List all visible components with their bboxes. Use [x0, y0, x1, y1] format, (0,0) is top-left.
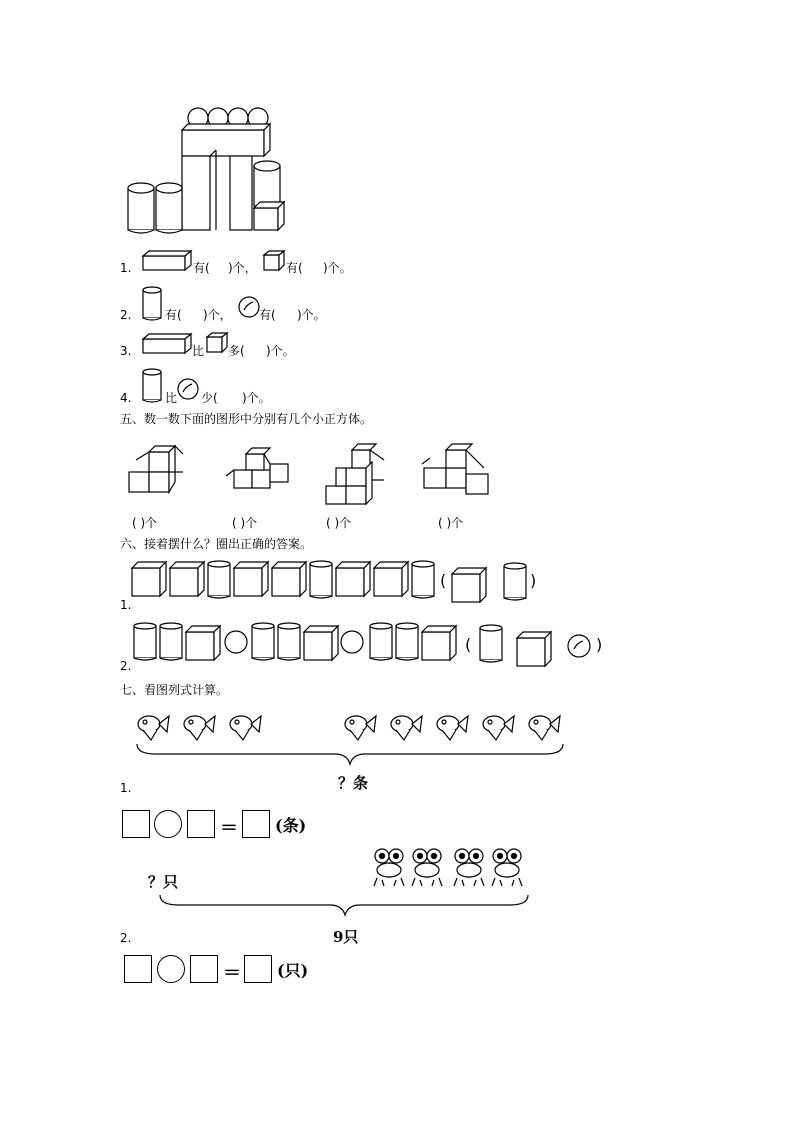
block-building-figure — [120, 100, 300, 235]
s5-answer-4: ( )个 — [438, 516, 464, 530]
q-3-blank-a: 多( — [228, 344, 245, 358]
q-4-blank-a: 少( — [201, 391, 218, 405]
ball-icon — [238, 296, 260, 318]
cube-stack-figure-3 — [322, 440, 388, 508]
eq2-box-1[interactable] — [124, 955, 152, 983]
frog-brace — [158, 893, 530, 917]
cylinder-icon — [142, 286, 164, 322]
row-2-paren-open: ( — [465, 635, 472, 654]
cylinder-icon — [142, 368, 164, 404]
section-7-title: 七、看图列式计算。 — [120, 683, 229, 697]
q-3-blank-b: )个。 — [266, 344, 295, 358]
row-2-option-cylinder[interactable] — [478, 624, 504, 666]
fish-group-left — [135, 710, 275, 744]
q-2-number: 2. — [120, 308, 132, 322]
row-1-option-cube[interactable] — [450, 566, 490, 602]
eq1-unit: (条) — [275, 816, 307, 835]
q-1-blank-a: 有( — [193, 261, 210, 275]
row-1-paren-close: ) — [530, 571, 537, 590]
q-3-number: 3. — [120, 344, 132, 358]
fish-brace — [135, 742, 565, 766]
fish-total-label: ？条 — [338, 774, 369, 792]
q-1-blank-d: )个。 — [323, 261, 352, 275]
frog-group — [372, 848, 528, 888]
s7-q2-number: 2. — [120, 931, 132, 945]
q-4-blank-b: )个。 — [242, 391, 271, 405]
s5-answer-3: ( )个 — [326, 516, 352, 530]
eq1-operator-circle[interactable] — [154, 810, 182, 838]
s5-answer-2: ( )个 — [232, 516, 258, 530]
cube-stack-figure-1 — [128, 440, 188, 496]
s7-q1-number: 1. — [120, 781, 132, 795]
cuboid-icon — [142, 250, 192, 272]
cube-icon — [206, 332, 228, 354]
eq2-box-2[interactable] — [190, 955, 218, 983]
q-4-number: 4. — [120, 391, 132, 405]
q-3-compare: 比 — [192, 344, 205, 358]
ball-icon — [177, 378, 199, 400]
eq2-operator-circle[interactable] — [157, 955, 185, 983]
q-4-compare: 比 — [165, 391, 178, 405]
eq2-answer-box[interactable] — [244, 955, 272, 983]
row-2-paren-close: ) — [596, 635, 603, 654]
section-6-title: 六、接着摆什么？圈出正确的答案。 — [120, 537, 313, 551]
q-2-blank-d: )个。 — [297, 308, 326, 322]
q-1-blank-b: )个， — [228, 261, 257, 275]
s6-q1-number: 1. — [120, 598, 132, 612]
row-1-paren-open: ( — [440, 571, 447, 590]
q-2-blank-a: 有( — [165, 308, 182, 322]
q-1-blank-c: 有( — [286, 261, 303, 275]
fish-group-right — [342, 710, 567, 744]
eq1-box-1[interactable] — [122, 810, 150, 838]
cuboid-icon — [142, 333, 192, 355]
pattern-row-2 — [132, 622, 462, 664]
row-1-option-cylinder[interactable] — [502, 562, 528, 602]
pattern-row-1 — [130, 560, 440, 602]
frog-total-label: 9只 — [333, 928, 359, 946]
eq2-equals: ＝ — [223, 963, 241, 984]
row-2-option-cube[interactable] — [515, 628, 555, 666]
eq1-box-2[interactable] — [187, 810, 215, 838]
eq1-equals: ＝ — [220, 818, 238, 839]
section-5-title: 五、数一数下面的图形中分别有几个小正方体。 — [120, 412, 373, 426]
eq2-unit: (只) — [277, 961, 309, 980]
s6-q2-number: 2. — [120, 659, 132, 673]
eq1-answer-box[interactable] — [242, 810, 270, 838]
q-1-number: 1. — [120, 261, 132, 275]
frog-part-label: ？只 — [148, 873, 179, 891]
s5-answer-1: ( )个 — [132, 516, 158, 530]
row-2-option-ball[interactable] — [567, 634, 593, 660]
cube-stack-figure-4 — [420, 440, 494, 496]
q-2-blank-c: 有( — [259, 308, 276, 322]
cube-stack-figure-2 — [224, 446, 290, 496]
q-2-blank-b: )个， — [203, 308, 232, 322]
cube-icon — [263, 250, 285, 272]
